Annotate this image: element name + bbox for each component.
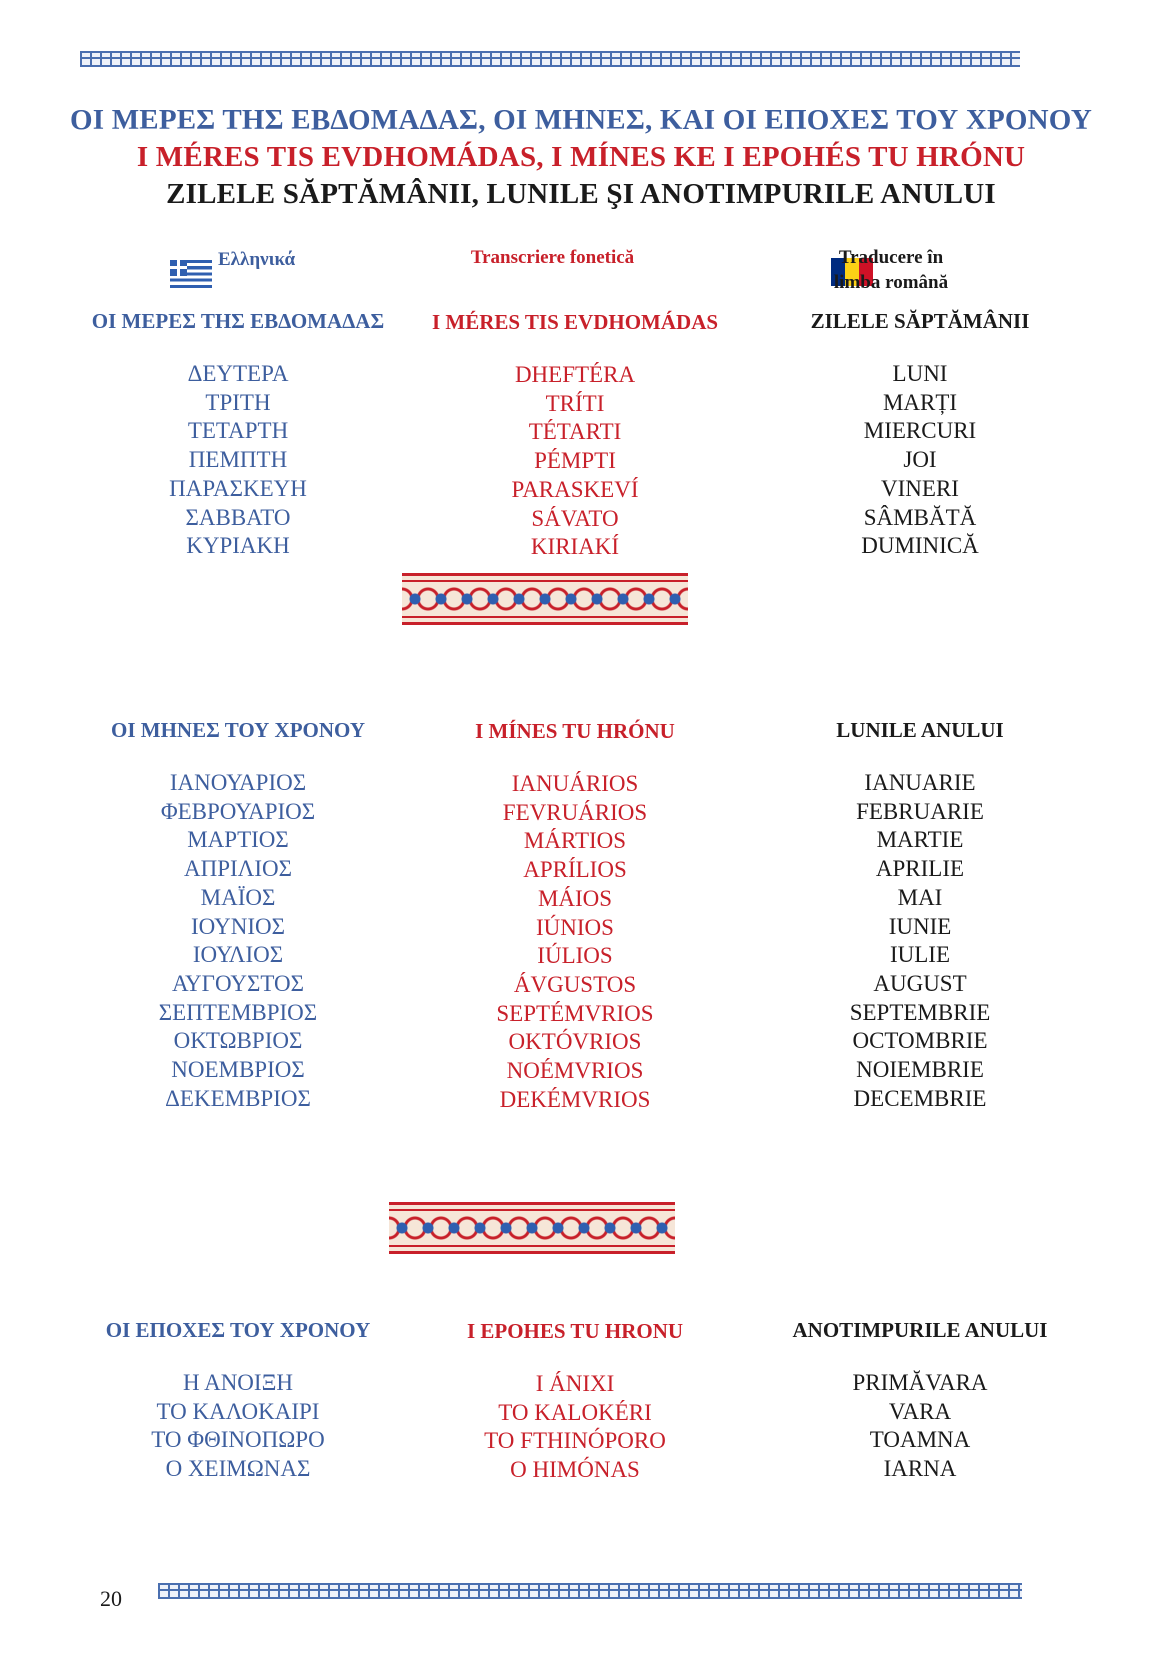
seasons-header-greek: ΟΙ ΕΠΟΧΕΣ ΤΟΥ ΧΡΟΝΟΥ bbox=[105, 1318, 371, 1342]
language-label-romanian bbox=[826, 245, 956, 295]
months-header-phonetic: I MÍNES TU HRÓNU bbox=[475, 719, 675, 743]
days-list-greek bbox=[78, 360, 398, 561]
language-label-romanian-line1: Traducere în bbox=[838, 247, 944, 268]
list-item: SÂMBĂTĂ bbox=[863, 504, 977, 530]
list-item: TO FTHINÓPORO bbox=[484, 1428, 666, 1454]
list-item: ΠΑΡΑΣΚΕΥΗ bbox=[169, 475, 307, 501]
list-item: NOÉMVRIOS bbox=[506, 1058, 644, 1084]
list-item: VARA bbox=[888, 1398, 952, 1424]
list-item: ΝΟΕΜΒΡΙΟΣ bbox=[171, 1057, 305, 1083]
list-item: FEVRUÁRIOS bbox=[502, 799, 648, 825]
list-item: IANUÁRIOS bbox=[511, 771, 639, 796]
list-item: Η ΑΝΟΙΞΗ bbox=[183, 1370, 293, 1395]
months-list-romanian bbox=[760, 769, 1080, 1113]
list-item: APRILIE bbox=[875, 856, 965, 882]
list-item: TOAMNA bbox=[869, 1427, 971, 1453]
list-item: PRIMĂVARA bbox=[852, 1370, 988, 1395]
list-item: ΣΑΒΒΑΤΟ bbox=[185, 504, 291, 530]
list-item: APRÍLIOS bbox=[523, 857, 627, 883]
list-item: ΔΕΚΕΜΒΡΙΟΣ bbox=[165, 1085, 311, 1111]
list-item: ΤΟ ΚΑΛΟΚΑΙΡΙ bbox=[156, 1398, 320, 1424]
list-item: TÉTARTI bbox=[528, 419, 622, 445]
list-item: LUNI bbox=[892, 361, 948, 386]
list-item: ΙΟΥΝΙΟΣ bbox=[191, 913, 285, 939]
list-item: ÁVGUSTOS bbox=[513, 971, 637, 997]
list-item: OKTÓVRIOS bbox=[508, 1029, 642, 1055]
list-item: IANUARIE bbox=[864, 770, 976, 795]
days-list-phonetic bbox=[415, 361, 735, 562]
list-item: TO KALOKÉRI bbox=[498, 1399, 652, 1425]
list-item: IARNA bbox=[883, 1456, 957, 1482]
list-item: ΔΕΥΤΕΡΑ bbox=[187, 361, 289, 386]
list-item: ΙΑΝΟΥΑΡΙΟΣ bbox=[169, 770, 307, 795]
list-item: ΤΟ ΦΘΙΝΟΠΩΡΟ bbox=[151, 1427, 325, 1453]
months-list-phonetic bbox=[415, 770, 735, 1114]
list-item: ΜΑΡΤΙΟΣ bbox=[187, 827, 289, 853]
list-item: ΟΚΤΩΒΡΙΟΣ bbox=[173, 1028, 303, 1054]
list-item: PARASKEVÍ bbox=[511, 476, 639, 502]
days-header-greek: ΟΙ ΜΕΡΕΣ ΤΗΣ ΕΒΔΟΜΑΔΑΣ bbox=[91, 309, 385, 333]
page-number: 20 bbox=[100, 1586, 122, 1611]
seasons-list-greek bbox=[78, 1369, 398, 1484]
list-item: SÁVATO bbox=[531, 505, 619, 531]
seasons-header-romanian: ANOTIMPURILE ANULUI bbox=[792, 1318, 1048, 1342]
list-item: ΑΥΓΟΥΣΤΟΣ bbox=[171, 970, 305, 996]
list-item: ΠΕΜΠΤΗ bbox=[188, 447, 288, 473]
days-header-romanian: ZILELE SĂPTĂMÂNII bbox=[810, 309, 1030, 333]
list-item: MARȚI bbox=[882, 389, 958, 415]
list-item: MÁRTIOS bbox=[523, 828, 627, 854]
list-item: PÉMPTI bbox=[534, 448, 616, 474]
list-item: OCTOMBRIE bbox=[852, 1028, 988, 1054]
list-item: TRÍTI bbox=[545, 390, 605, 416]
language-label-phonetic: Transcriere fonetică bbox=[470, 247, 635, 268]
list-item: NOIEMBRIE bbox=[856, 1057, 984, 1083]
list-item: DHEFTÉRA bbox=[514, 362, 636, 387]
list-item: ΙΟΥΛΙΟΣ bbox=[192, 942, 284, 968]
list-item: ΚΥΡΙΑΚΗ bbox=[186, 533, 290, 559]
ornament-divider-1 bbox=[402, 573, 688, 625]
list-item: O HIMÓNAS bbox=[510, 1457, 640, 1483]
list-item: Ο ΧΕΙΜΩΝΑΣ bbox=[165, 1456, 311, 1482]
list-item: MAI bbox=[897, 884, 943, 910]
list-item: DEKÉMVRIOS bbox=[499, 1086, 651, 1112]
language-label-romanian-line2: limba română bbox=[833, 272, 949, 293]
list-item: AUGUST bbox=[873, 970, 967, 996]
list-item: MÁIOS bbox=[537, 885, 613, 911]
list-item: KIRIAKÍ bbox=[530, 534, 620, 560]
seasons-list-romanian bbox=[760, 1369, 1080, 1484]
days-list-romanian bbox=[760, 360, 1080, 561]
list-item: ΜΑΪΟΣ bbox=[200, 884, 276, 910]
top-meander-border bbox=[80, 51, 1020, 67]
bottom-meander-border bbox=[158, 1583, 1022, 1599]
list-item: FEBRUARIE bbox=[856, 798, 984, 824]
list-item: VINERI bbox=[881, 475, 959, 501]
title-greek: ΟΙ ΜΕΡΕΣ ΤΗΣ ΕΒΔΟΜΑΔΑΣ, ΟΙ ΜΗΝΕΣ, ΚΑΙ ΟΙ ΕΠΟΧΕΣ ΤΟΥ ΧΡΟΝΟΥ bbox=[70, 104, 1092, 136]
months-header-romanian: LUNILE ANULUI bbox=[836, 718, 1004, 742]
list-item: MIERCURI bbox=[863, 418, 977, 444]
list-item: IÚNIOS bbox=[536, 914, 614, 940]
months-header-greek: ΟΙ ΜΗΝΕΣ ΤΟΥ ΧΡΟΝΟΥ bbox=[111, 718, 365, 742]
list-item: ΤΕΤΑΡΤΗ bbox=[187, 418, 289, 444]
months-list-greek bbox=[78, 769, 398, 1113]
language-label-greek: Ελληνικά bbox=[218, 249, 296, 270]
days-header-phonetic: I MÉRES TIS EVDHOMÁDAS bbox=[431, 310, 719, 334]
title-phonetic: I MÉRES TIS EVDHOMÁDAS, I MÍNES KE I EPOHÉS TU HRÓNU bbox=[136, 141, 1026, 173]
list-item: I ÁNIXI bbox=[535, 1371, 615, 1396]
list-item: IÚLIOS bbox=[537, 943, 613, 969]
greek-flag-icon bbox=[170, 260, 212, 288]
list-item: MARTIE bbox=[876, 827, 964, 853]
list-item: IUNIE bbox=[888, 913, 952, 939]
list-item: ΦΕΒΡΟΥΑΡΙΟΣ bbox=[160, 798, 316, 824]
list-item: JOI bbox=[903, 447, 937, 473]
ornament-divider-2 bbox=[389, 1202, 675, 1254]
title-romanian: ZILELE SĂPTĂMÂNII, LUNILE ŞI ANOTIMPURILE ANULUI bbox=[166, 178, 996, 210]
list-item: DUMINICĂ bbox=[861, 533, 979, 559]
list-item: ΣΕΠΤΕΜΒΡΙΟΣ bbox=[158, 999, 318, 1025]
list-item: SEPTEMBRIE bbox=[849, 999, 991, 1025]
list-item: DECEMBRIE bbox=[853, 1085, 987, 1111]
seasons-header-phonetic: I EPOHES TU HRONU bbox=[466, 1319, 684, 1343]
list-item: SEPTÉMVRIOS bbox=[496, 1000, 654, 1026]
list-item: ΤΡΙΤΗ bbox=[205, 389, 271, 415]
list-item: ΑΠΡΙΛΙΟΣ bbox=[183, 856, 292, 882]
seasons-list-phonetic bbox=[415, 1370, 735, 1485]
list-item: IULIE bbox=[889, 942, 951, 968]
